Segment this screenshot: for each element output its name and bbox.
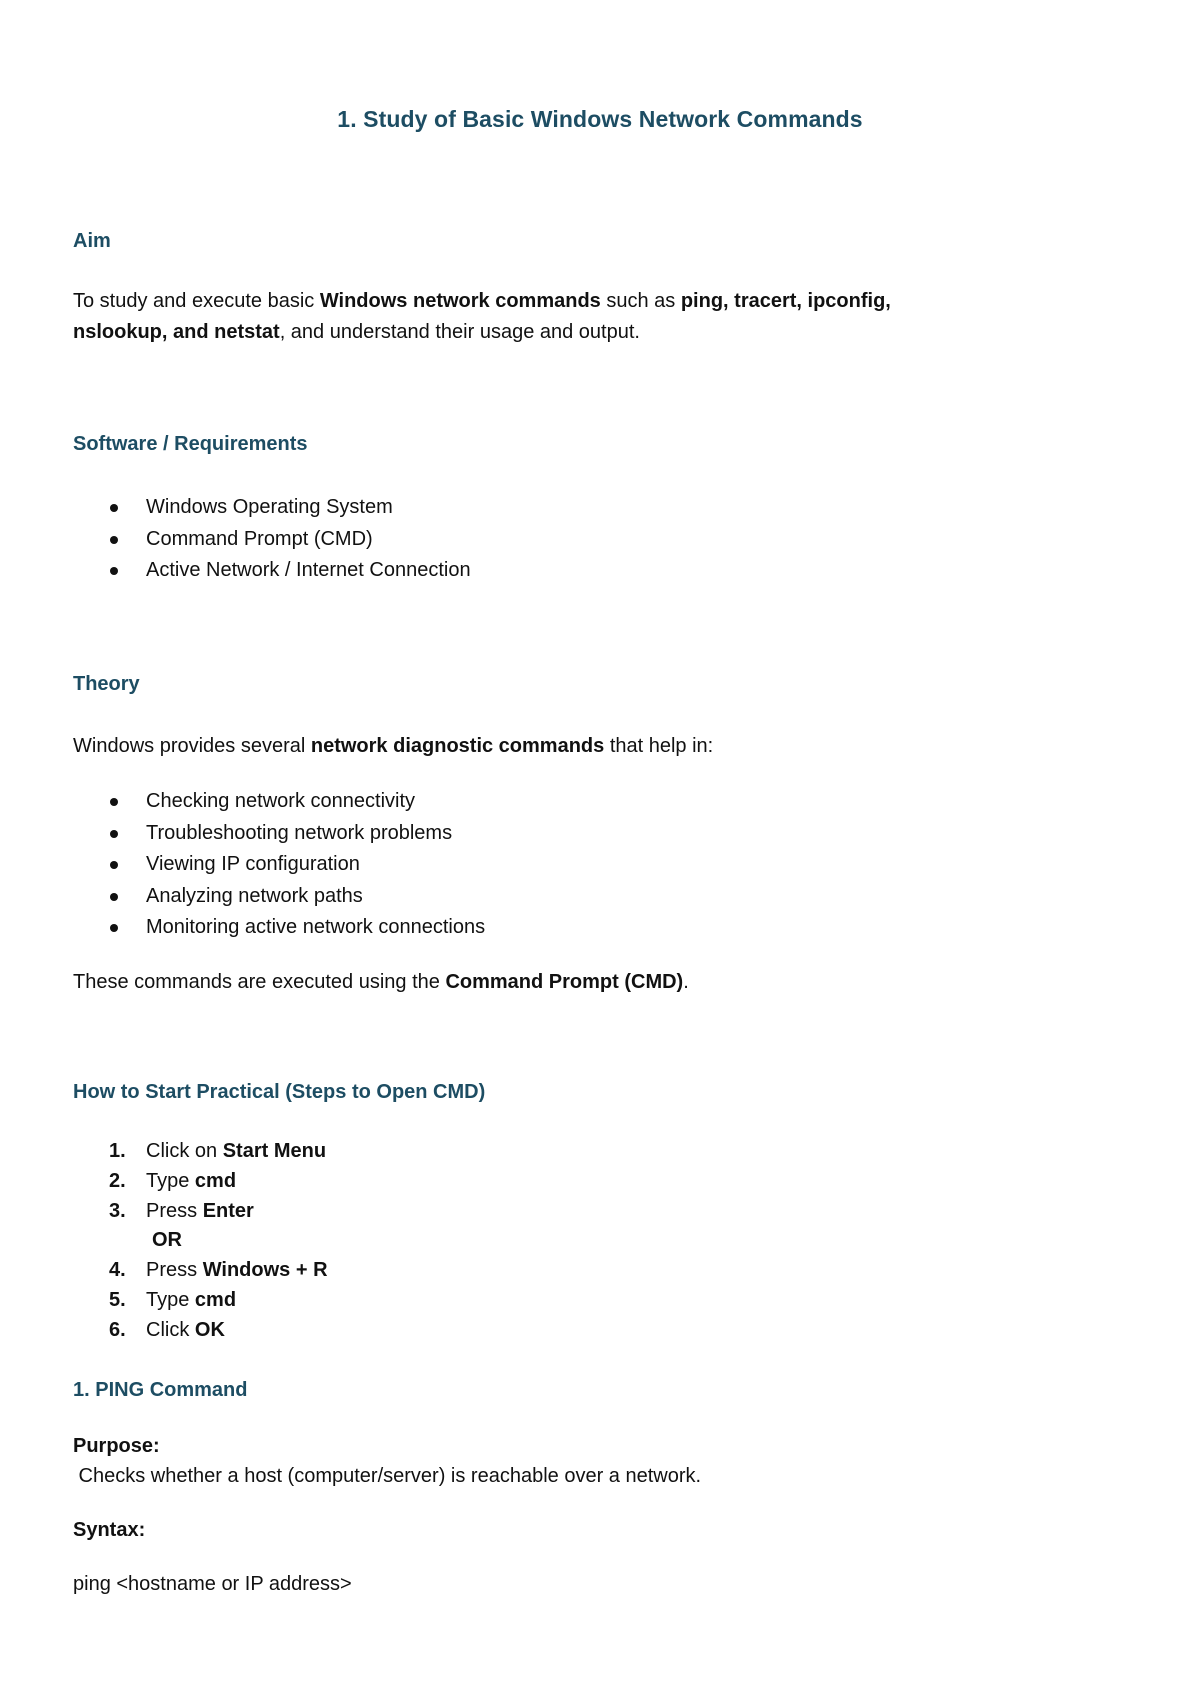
list-item <box>108 786 485 818</box>
aim-bold-text: Windows network commands <box>319 290 601 312</box>
step-number: 3. <box>109 1199 126 1222</box>
step-text: Press <box>146 1199 203 1222</box>
step-bold-text: Enter <box>202 1199 254 1222</box>
step-number: 6. <box>109 1318 126 1341</box>
theory-bold-text: Command Prompt (CMD) <box>445 971 684 993</box>
list-item-text: Viewing IP configuration <box>146 853 360 875</box>
theory-text: These commands are executed using the <box>73 971 446 993</box>
steps-list <box>108 1137 328 1346</box>
theory-text: Windows provides several <box>73 735 311 757</box>
bullet-icon <box>110 893 118 901</box>
step-number: 1. <box>109 1140 126 1162</box>
list-item <box>108 492 471 524</box>
list-item <box>108 818 485 850</box>
page-title: 1. Study of Basic Windows Network Commands <box>337 106 863 132</box>
ping-purpose-text: Checks whether a host (computer/server) is reachable over a network. <box>73 1465 702 1487</box>
aim-bold-text: nslookup, and netstat <box>73 321 280 343</box>
step-item <box>108 1316 328 1346</box>
bullet-icon <box>110 798 118 806</box>
step-bold-text: cmd <box>194 1169 237 1192</box>
bullet-icon <box>110 830 118 838</box>
aim-text: such as <box>600 290 681 312</box>
bullet-icon <box>110 536 118 544</box>
step-bold-text: Start Menu <box>222 1140 327 1162</box>
list-item <box>108 849 485 881</box>
step-number: 4. <box>109 1259 126 1282</box>
list-item-text: Analyzing network paths <box>146 884 363 907</box>
bullet-icon <box>110 861 118 869</box>
aim-bold-text: ping, tracert, ipconfig, <box>680 290 891 312</box>
ping-syntax-text: ping <hostname or IP address> <box>73 1573 352 1595</box>
theory-list <box>108 786 485 944</box>
step-text: Press <box>146 1259 203 1282</box>
step-item <box>108 1137 328 1167</box>
list-item-text: Windows Operating System <box>146 496 393 518</box>
step-item <box>108 1256 328 1286</box>
ping-syntax-label <box>73 1515 145 1546</box>
bullet-icon <box>110 504 118 512</box>
bullet-icon <box>110 924 118 932</box>
theory-bold-text: network diagnostic commands <box>310 735 605 757</box>
list-item <box>108 912 485 944</box>
theory-intro <box>73 731 713 762</box>
software-list <box>108 492 471 587</box>
list-item-text: Command Prompt (CMD) <box>146 527 373 550</box>
list-item-text: Troubleshooting network problems <box>146 821 453 844</box>
step-item <box>108 1197 328 1227</box>
theory-text: . <box>683 971 689 993</box>
aim-text: , and understand their usage and output. <box>279 321 640 343</box>
step-text: Click on <box>146 1140 223 1162</box>
step-text: Type <box>146 1169 195 1192</box>
theory-text: that help in: <box>604 735 714 757</box>
aim-text: To study and execute basic <box>73 290 320 312</box>
theory-outro <box>73 967 689 998</box>
ping-heading: 1. PING Command <box>73 1379 248 1401</box>
steps-heading: How to Start Practical (Steps to Open CMD) <box>73 1081 486 1103</box>
purpose-label: Purpose: <box>73 1435 160 1457</box>
list-item-text: Checking network connectivity <box>146 790 416 812</box>
aim-heading: Aim <box>73 230 111 252</box>
list-item-text: Active Network / Internet Connection <box>146 559 471 581</box>
syntax-label: Syntax: <box>73 1519 146 1541</box>
aim-paragraph <box>73 286 891 348</box>
step-bold-text: cmd <box>194 1288 237 1311</box>
ping-purpose-label <box>73 1431 160 1462</box>
list-item <box>108 524 471 556</box>
software-heading: Software / Requirements <box>73 433 308 455</box>
list-item-text: Monitoring active network connections <box>146 916 486 938</box>
step-text: Click <box>146 1318 195 1341</box>
step-number: 5. <box>109 1288 126 1311</box>
step-item <box>108 1286 328 1316</box>
bullet-icon <box>110 567 118 575</box>
step-number: 2. <box>109 1169 126 1192</box>
step-bold-text: OK <box>194 1318 225 1341</box>
step-bold-text: Windows + R <box>202 1259 328 1282</box>
list-item <box>108 555 471 587</box>
or-label: OR <box>152 1229 182 1252</box>
step-item <box>108 1167 328 1197</box>
theory-heading: Theory <box>73 673 140 695</box>
list-item <box>108 881 485 913</box>
step-text: Type <box>146 1288 195 1311</box>
